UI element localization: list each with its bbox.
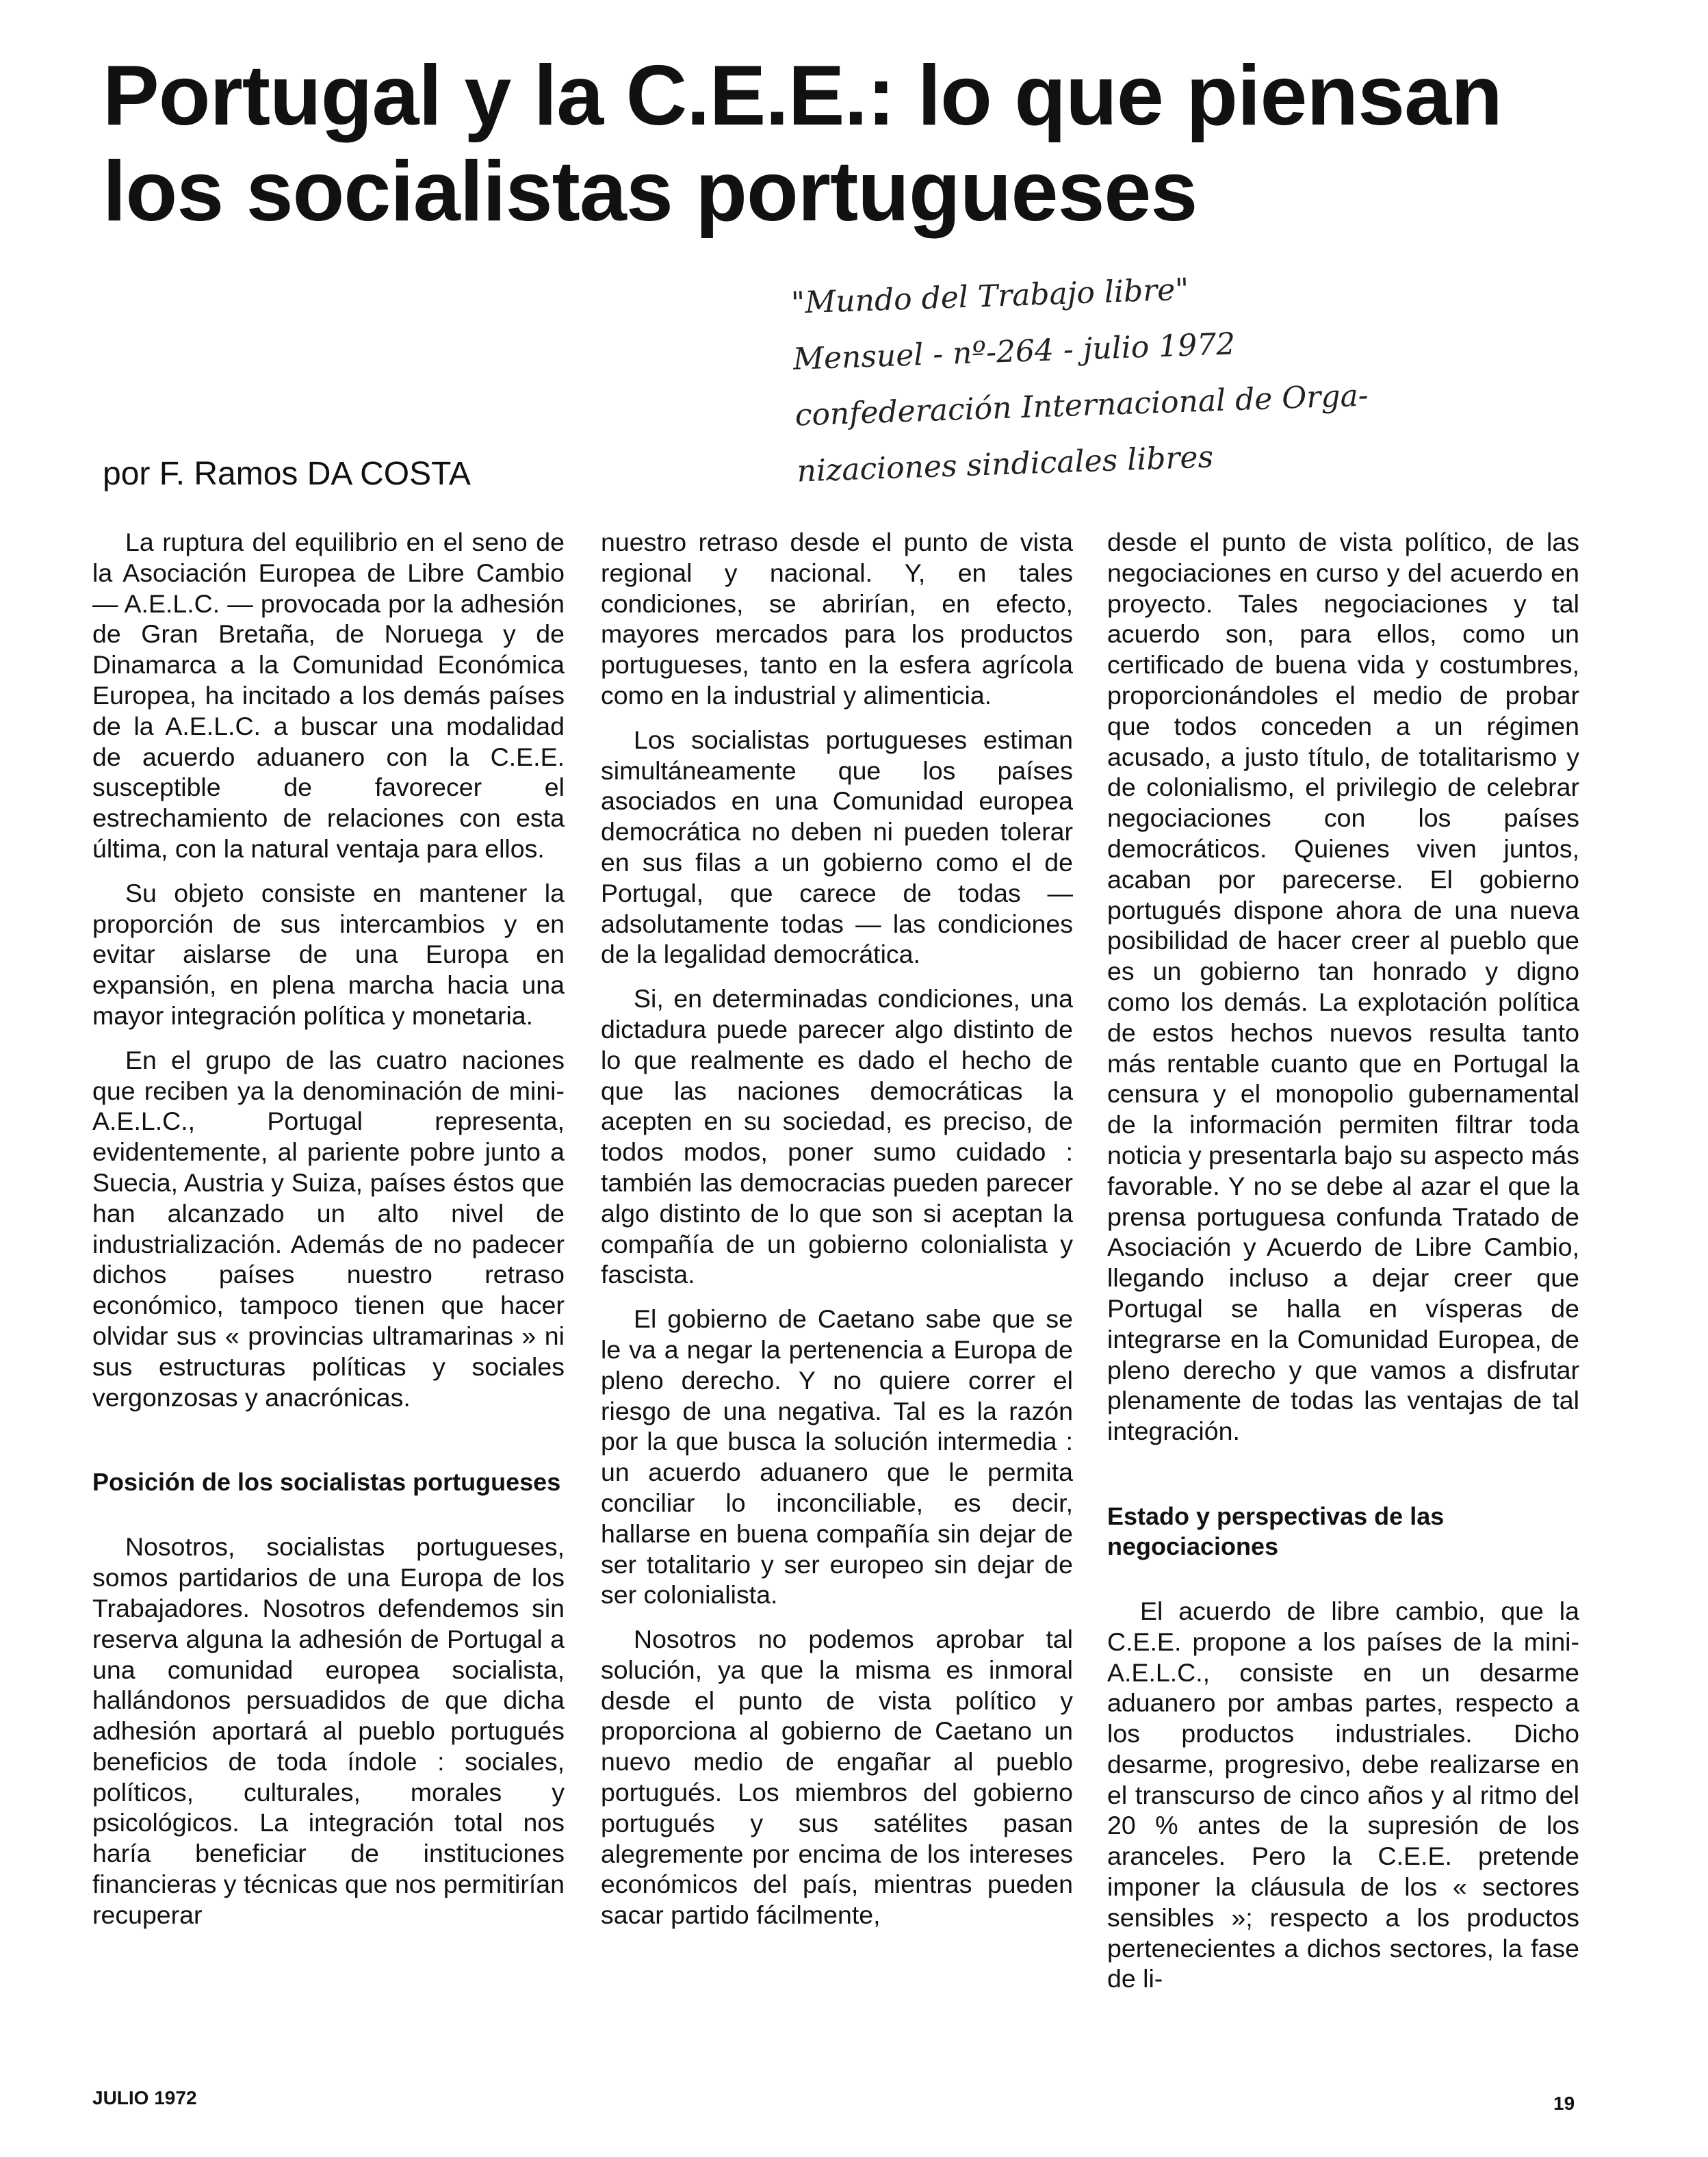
article-title	[103, 48, 1642, 240]
column-2	[601, 527, 1073, 1944]
paragraph: Su objeto consiste en mantener la proporción de sus intercambios y en evitar aislarse de una Europa en expansión, en plena marcha hacia una mayor integración política y monetaria.	[92, 878, 565, 1030]
paragraph: El acuerdo de libre cambio, que la C.E.E. propone a los países de la mini-A.E.L.C., consiste en un desarme aduanero por ambas partes, respecto a los productos industriales. Dicho desarme, progresivo, debe realizarse en el transcurso de cinco años y al ritmo del 20 % antes de la supresión de los aranceles. Pero la C.E.E. pretende imponer la cláusula de los « sectores sensibles »; respecto a los productos pertenecientes a dichos sectores, la fase de li-	[1107, 1596, 1579, 1993]
title-line-2: los socialistas portugueses	[103, 144, 1198, 239]
column-1	[92, 527, 565, 1944]
title-line-1: Portugal y la C.E.E.: lo que piensan	[103, 49, 1502, 143]
paragraph: desde el punto de vista político, de las negociaciones en curso y del acuerdo en proyecto. Tales negociaciones y tal acuerdo son, para ellos, como un certificado de buena vida y costumbres, proporcionándoles el medio de probar que todos conceden a un régimen acusado, a justo título, de totalitarismo y de colonialismo, el privilegio de celebrar negociaciones con los países democráticos. Quienes viven juntos, acaban por parecerse. El gobierno portugués dispone ahora de una nueva posibilidad de hacer creer al pueblo que es un gobierno tan honrado y digno como los demás. La explotación política de estos hechos nuevos resulta tanto más rentable cuanto que en Portugal la censura y el monopolio gubernamental de la información permiten filtrar toda noticia y presentarla bajo su aspecto más favorable. Y no se debe al azar el que la prensa portuguesa confunda Tratado de Asociación y Acuerdo de Libre Cambio, llegando incluso a dejar creer que Portugal se halla en vísperas de integrarse en la Comunidad Europea, de pleno derecho y que vamos a disfrutar plenamente de todas las ventajas de tal integración.	[1107, 528, 1579, 1446]
paragraph: La ruptura del equilibrio en el seno de la Asociación Europea de Libre Cambio — A.E.L.C. — provocada por la adhesión de Gran Bretaña, de Noruega y de Dinamarca a la Comunidad Económica Europea, ha incitado a los demás países de la A.E.L.C. a buscar una modalidad de acuerdo aduanero con la C.E.E. susceptible de favorecer el estrechamiento de relaciones con esta última, con la natural ventaja para ellos.	[92, 528, 565, 863]
handnote-line-4: nizaciones sindicales libres	[796, 439, 1214, 489]
section-heading: Posición de los socialistas portugueses	[92, 1468, 561, 1497]
section-heading: Estado y perspectivas de las negociaciones	[1107, 1501, 1445, 1560]
byline: por F. Ramos DA COSTA	[103, 456, 471, 492]
handnote-line-3: confederación Internacional de Orga-	[794, 378, 1369, 433]
paragraph: nuestro retraso desde el punto de vista regional y nacional. Y, en tales condiciones, se abrirían, en efecto, mayores mercados para los productos portugueses, tanto en la esfera agrícola como en la industrial y alimenticia.	[601, 528, 1073, 710]
issue-date: JULIO 1972	[92, 2087, 197, 2108]
paragraph: Nosotros, socialistas portugueses, somos partidarios de una Europa de los Trabajadores. Nosotros defendemos sin reserva alguna la adhesión de Portugal a una comunidad europea socialista, hallándonos persuadidos de que dicha adhesión aportará al pueblo portugués beneficios de toda índole : sociales, políticos, culturales, morales y psicológicos. La integración total nos haría beneficiar de instituciones financieras y técnicas que nos permitirían recuperar	[92, 1532, 565, 1929]
paragraph: El gobierno de Caetano sabe que se le va a negar la pertenencia a Europa de pleno derecho. Y no quiere correr el riesgo de una negativa. Tal es la razón por la que busca la solución intermedia : un acuerdo aduanero que le permita conciliar lo inconciliable, es decir, hallarse en buena compañía sin dejar de ser totalitario y ser europeo sin dejar de ser colonialista.	[601, 1304, 1073, 1610]
column-3	[1107, 527, 1579, 2008]
handwritten-annotation	[790, 244, 1687, 500]
paragraph: En el grupo de las cuatro naciones que reciben ya la denominación de mini-A.E.L.C., Portugal representa, evidentemente, al pariente pobre junto a Suecia, Austria y Suiza, países éstos que han alcanzado un alto nivel de industrialización. Además de no padecer dichos países nuestro retraso económico, tampoco tienen que hacer olvidar sus « provincias ultramarinas » ni sus estructuras políticas y sociales vergonzosas y anacrónicas.	[92, 1045, 565, 1412]
paragraph: Si, en determinadas condiciones, una dictadura puede parecer algo distinto de lo que realmente es dado el hecho de que las naciones democráticas la acepten en su sociedad, es preciso, de todos modos, poner sumo cuidado : también las democracias pueden parecer algo distinto de lo que son si aceptan la compañía de un gobierno colonialista y fascista.	[601, 984, 1073, 1289]
handnote-line-1: "Mundo del Trabajo libre"	[790, 272, 1190, 321]
paragraph: Los socialistas portugueses estiman simultáneamente que los países asociados en una Comunidad europea democrática no deben ni pueden tolerar en sus filas a un gobierno como el de Portugal, que carece de todas — adsolutamente todas — las condiciones de la legalidad democrática.	[601, 725, 1073, 969]
handnote-line-2: Mensuel - nº-264 - julio 1972	[792, 326, 1237, 377]
paragraph: Nosotros no podemos aprobar tal solución, ya que la misma es inmoral desde el punto de vista político y proporciona al gobierno de Caetano un nuevo medio de engañar al pueblo portugués. Los miembros del gobierno portugués y sus satélites pasan alegremente por encima de los intereses económicos del país, mientras pueden sacar partido fácilmente,	[601, 1625, 1073, 1930]
page-number: 19	[1553, 2093, 1575, 2114]
